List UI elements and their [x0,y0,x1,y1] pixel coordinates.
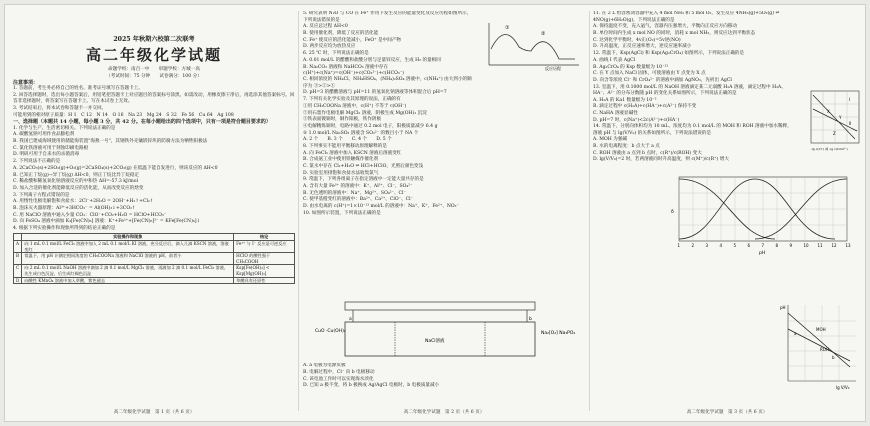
x-tick-label: 5 [733,243,737,248]
question-line: B. Na₂CO₃ 溶液和 NaHCO₃ 溶液中存在 c(H⁺)+c(Na⁺)=c(OH⁻)+c(CO₃²⁻)+c(HCO₃⁻) [303,64,404,76]
question-line: 10. 如图所示装置，下列说法正确的是 [303,210,381,216]
question-line: B. 合成氨工业中使用铁触媒作催化剂 [303,157,379,163]
cell-right-label: Na₂[O₂] Na₃PO₄ [541,331,576,336]
series-label-roh: ROH [820,347,829,352]
question-line: 5. 研究表明 N₂O 与 CO 在 Fe⁺ 作用下发生反应的能量变化及反应历程如图所示，下列说法错误的是 [303,11,472,23]
question-line: B. 滴定过程中 c(H₂A)+c(HA⁻)+c(A²⁻) 保持不变 [593,104,697,110]
questions-col2 [303,11,473,217]
footer-page-1: 高二年级化学试题 第 1 页（共 6 页） [113,410,195,415]
x-tick-label: 3 [705,243,709,248]
question-line: 1. 化学与生产、生活密切相关。下列说法正确的是 [13,125,116,131]
question-line: C. 用 NaClO 溶液中通入少量 CO₂：ClO⁻+CO₂+H₂O = HClO+HCO₃⁻ [13,212,167,218]
q10-options [303,363,585,403]
x-tick-label: 6 [747,243,751,248]
series-label-moh: MOH [816,327,826,332]
table-cell: 向酸性 KMnO₄ 溶液中加入草酸，紫色褪去 [22,277,234,284]
x-tick-label: 2 [691,243,695,248]
chart13-xlabel: pH [759,251,766,255]
table-cell: D [14,277,22,284]
page-1 [13,11,295,403]
question-line: 2. 回答选择题时，选出每小题答案后，用铅笔把答题卡上对应题目的答案标号涂黑。如需改动，用橡皮擦干净后，再选涂其他答案标号。回答非选择题时，将答案写在答题卡上。写在本试卷上无效。 [13,93,295,105]
question-line: A. 含有大量 Fe³⁺ 的溶液中：K⁺、Al³⁺、Cl⁻、SO₄²⁻ [303,184,413,190]
question-line: ③铁表面镀铜时，铜作阳极，铁作阴极 [303,117,382,123]
exam-meta: 命题学校：南召一中 审题学校：方城一高 [108,67,200,73]
point-x: X [827,109,830,114]
questions-col3 [593,11,793,163]
question-line: 13. 室温下，用 0.1000 mol/L 的 NaOH 溶液滴定某二元弱酸 H₂A 溶液，滴定过程中 H₂A、HA⁻、A²⁻ 的分布分数随 pH 的变化关系如图所示，下列说法正确的是 [593,84,786,96]
exam-time: （考试时间：75 分钟 试卷满分：100 分） [106,73,202,79]
table-cell: HClO 的酸性强于 CH₃COOH [234,253,295,265]
question-line: D. 两步反应均为放热反应 [303,44,356,50]
chart14-ylabel: pH [780,305,786,310]
question-line: A. 保持温度不变，充入氩气，容器内压强增大，平衡向正反应方向移动 [593,24,738,30]
question-line: A. 2CaCO₃(s)+2SO₂(g)+O₂(g)=2CaSO₄(s)+2CO₂(g) 在低温下能自发进行，则该反应的 ΔH<0 [13,165,218,171]
question-line: D. 加入合适的催化剂能降低反应的活化能，从而改变反应的焓变 [13,185,144,191]
table-cell: Fe³⁺ 与 I⁻ 反应是可逆反应 [234,240,295,252]
x-tick-label: 4 [719,243,723,248]
question-line: D. 明矾可用于自来水的杀菌消毒 [13,152,80,158]
question-line: ④电解精炼铜时，电路中通过 0.2 mol 电子，阳极质量减少 6.4 g [303,123,438,129]
diagram-xlabel: 反应历程 [545,66,561,71]
question-line: A. a 电极为电源负极 [303,363,346,369]
table-row [14,277,295,284]
question-line: A. MOH 为强碱 [593,137,627,143]
curve-label-2: II [849,121,852,126]
point-a: a [794,331,797,336]
footer-page-2: 高二年级化学试题 第 2 页（共 6 页） [403,410,485,415]
question-line: C. 氯化铁溶液可用于刻蚀印刷电路板 [13,145,89,151]
question-line: D. 已知 a 极不变，将 b 极换成 Ag/AgCl 电极时，b 电极质量减小 [303,383,440,389]
question-line: D. pH=7 时，c(Na⁺)<2c(A²⁻)+c(HA⁻) [593,117,680,123]
question-line: 3. 考试结束后，将本试卷和答题卡一并交回。 [13,106,107,112]
questions-col1 [13,126,295,233]
question-line: A. 曲线 I 代表 AgCl [593,57,636,63]
question-line: 1. 答题前，考生务必将自己的姓名、准考证号填写在答题卡上。 [13,86,143,92]
table-cell: 向 1 mL 0.1 mol/L FeCl₃ 溶液中加入 2 mL 0.1 mol/L KI 溶液，充分反应后，滴入几滴 KSCN 溶液，溶液变红 [22,240,234,252]
electrode-b: b [529,317,532,322]
x-tick-label: 11 [817,243,823,248]
diagram-label-2: ② [541,31,546,37]
question-line: C. 氯水中存在 Cl₂+H₂O ⇌ HCl+HClO，光照后颜色变浅 [303,164,424,170]
table-cell: Ksp[Fe(OH)₃] < Ksp[Mg(OH)₂] [234,265,295,277]
question-line: D. 由水电离的 c(H⁺)=1×10⁻¹³ mol/L 的溶液中：Na⁺、K⁺、Fe²⁺、NO₃⁻ [303,204,459,210]
question-line: D. pH=3 的醋酸溶液与 pH=11 的氢氧化钠溶液等体积混合后 pH=7 [303,90,447,96]
x-tick-label: 1 [677,243,681,248]
column-divider [298,11,299,411]
table-row [14,265,295,277]
table-header-cell: 结论 [234,234,295,241]
table-cell: A [14,240,22,252]
x-tick-label: 9 [789,243,793,248]
question-line: 9. 常温下，下列各组离子在指定溶液中一定能大量共存的是 [303,177,424,183]
ksp-chart [805,89,863,151]
footer-page-3: 高二年级化学试题 第 3 页（共 6 页） [686,410,768,415]
notes-heading: 注意事项： [13,79,39,86]
table-cell: 草酸具有还原性 [234,277,295,284]
electrolysis-cell-diagram [305,300,585,360]
table-header-cell [14,234,22,241]
question-line: D. 升高温度，正反应速率增大，逆反应速率减小 [593,44,692,50]
column-divider [589,11,590,411]
exam-header: 2025 年秋期六校第二次联考 [113,36,195,43]
electrode-a: a [349,317,352,322]
question-line: 可能用到的相对原子质量：H 1 C 12 N 14 O 16 Na 23 Mg 24 S 32 Fe 56 Cu 64 Ag 108 [13,112,234,118]
section-heading: 一、选择题（本题共 14 小题，每小题 3 分，共 42 分。在每小题给出的四个选项中，只有一项是符合题目要求的） [13,119,271,126]
x-tick-label: 12 [831,243,837,248]
point-y: Y [839,115,842,120]
chart14-xlabel: lg V/V₀ [836,385,850,390]
table-cell: 向 2 mL 0.1 mol/L NaOH 溶液中滴加 2 滴 0.1 mol/L MgCl₂ 溶液，再滴加 2 滴 0.1 mol/L FeCl₃ 溶液，先生成白色沉淀，后生成红褐色沉淀 [22,265,234,277]
table-row [14,253,295,265]
question-line: ①用 CH₃COONa 溶液中，c(H⁺) 不等于 c(OH⁻) [303,103,407,109]
question-line: B. 已知正丁烷(g)→异丁烷(g) ΔH<0，则正丁烷比异丁烷稳定 [13,172,140,178]
point-b: b [832,355,835,360]
cell-left-label: CuO ·Cu(OH)₂ [315,329,346,334]
question-line: B. 水的电离程度：b 点大于 a 点 [593,143,660,149]
question-line: 7. 下列有关化学实验及其原理的说法，正确的有 [303,97,401,103]
question-line: C. Fe⁺ 使反应的活化能减小，FeO⁺ 是中间产物 [303,37,402,43]
x-tick-label: 10 [803,243,809,248]
x-tick-label: 13 [845,243,851,248]
dilution-chart [780,301,860,391]
table-q4 [13,233,295,284]
table-row [14,240,295,252]
question-line: ⑤ 1.0 mol/L Na₂SO₃ 溶液含 SO₃²⁻ 的数目小于 NA 个 [303,130,419,136]
question-line: 11. 在 2 L 恒容密闭容器中充入 4 mol NH₃ 和 5 mol O₂，发生反应 4NH₃(g)+5O₂(g) ⇌ 4NO(g)+6H₂O(g)，下列说法正确的是 [593,11,780,23]
question-line: C. 相同浓度的 NH₄Cl、NH₄HSO₄、(NH₄)₂SO₄ 溶液中，c(NH₄⁺) 由大到小的顺序为 ③>②>① [303,77,472,89]
page-title: 高二年级化学试题 [85,46,222,65]
question-line: A. 2 个 B. 3 个 C. 4 个 D. 5 个 [303,137,392,143]
exam-sheet [4,4,866,422]
question-line: D. 向含等浓度 Cl⁻ 和 CrO₄²⁻ 的溶液中滴加 AgNO₃，先析出 AgCl [593,77,732,83]
question-line: B. Ag₂CrO₄ 的 Ksp 数量级为 10⁻¹² [593,64,669,70]
x-tick-label: 8 [775,243,779,248]
question-line: C. ROH 溶液由 a 点到 b 点时，c(R⁺)/c(ROH) 变大 [593,150,702,156]
question-line: B. 无色透明的溶液中：Na⁺、Mg²⁺、SO₄²⁻、Cl⁻ [303,190,406,196]
question-line: 14. 常温下，分别向体积均为 10 mL、浓度均为 0.1 mol/L 的 MOH 和 ROH 溶液中加水稀释，溶液 pH 与 lg(V/V₀) 的关系如图所示，下列说法错误的是 [593,124,792,136]
table-cell: C [14,265,22,277]
question-line: B. 我国已建成海域使用的储能海装置"海燕一号"，其钢铁外壳镶嵌锌块的防腐方法为牺牲阳极法 [13,139,208,145]
question-line: D. 实验室用排饱和食盐水法收集氯气 [303,170,379,176]
question-line: A. H₂A 的 Ka1 数量级为 10⁻² [593,97,657,103]
question-line: C. 该电池工作时可以实现海水淡化 [303,376,374,382]
question-line: 2. 下列说法不正确的是 [13,159,61,165]
table-cell: 常温下，用 pH 计测定相同浓度的 CH₃COONa 溶液和 NaClO 溶液的 pH，前者小 [22,253,234,265]
question-line: A. 碳酸氢钠可用作食品膨松剂 [13,132,75,138]
table-header-cell: 实验操作和现象 [22,234,234,241]
question-line: 12. 常温下，Ksp(AgCl) 和 Ksp(Ag₂CrO₄) 如图所示，下列说法正确的是 [593,51,745,57]
cell-mid-label: NaCl溶液 [425,339,445,344]
question-line: ②用石墨作电极电解 MgCl₂ 溶液，阴极生成 Mg(OH)₂ 沉淀 [303,110,427,116]
question-line: A. 反应总过程 ΔH<0 [303,24,348,30]
question-line: D. 向 FeSO₄ 溶液中滴加 K₃[Fe(CN)₆] 溶液：K⁺+Fe²⁺+[Fe(CN)₆]³⁻ = KFe[Fe(CN)₆]↓ [13,219,201,225]
question-line: A. 用惰性电极电解饱和食盐水：2Cl⁻+2H₂O = 2OH⁻+H₂↑+Cl₂↑ [13,199,154,205]
question-line: C. 达到化学平衡时，4v正(O₂)=5v逆(NO) [593,37,681,43]
question-line: A. 0.01 mol/L 的醋酸和盐酸分别与足量锌反应，生成 H₂ 的量相同 [303,57,441,63]
question-line: D. lg(V/V₀)=2 时，若两溶液同时升高温度，则 c(M⁺)/c(R⁺) 增大 [593,157,729,163]
question-line: 3. 下列离子方程式错误的是 [13,192,70,198]
point-z: Z [833,131,836,136]
question-line: 6. 25 ℃ 时，下列说法正确的是 [303,51,369,57]
question-line: 8. 下列事实不能用平衡移动原理解释的是 [303,143,387,149]
diagram-label-1: ① [505,25,510,31]
question-line: B. 使用催化剂，降低了反应的活化能 [303,31,379,37]
table-cell: B [14,253,22,265]
x-tick-label: 7 [761,243,765,248]
chart13-ylabel: δ [671,210,674,215]
notes-list [13,86,295,119]
energy-diagram [483,19,583,71]
question-line: C. 在 Y 点加入 NaCl 固体，可使溶液由 Y 点变为 X 点 [593,71,706,77]
curve-label-1: I [849,97,851,102]
question-line: B. 单位时间内生成 x mol NO 的同时，消耗 x mol NH₃，则反应达到平衡状态 [593,31,756,37]
question-line: A. 向 FeCl₃ 溶液中加入 KSCN 溶液后溶液变红 [303,150,402,156]
question-line: C. 使甲基橙变红的溶液中：Ba²⁺、Ca²⁺、ClO⁻、Cl⁻ [303,197,414,203]
distribution-chart [665,173,855,255]
ksp-xlabel: -lg c(Cl⁻) 或 -lg c(CrO₄²⁻) [811,147,848,151]
question-line: 4. 根据下列实验操作和现象所得到的结论正确的是 [13,226,116,232]
question-line: B. 电解过程中，Cl⁻ 向 b 电极移动 [303,370,375,376]
question-line: B. 泡沫灭火器原理：Al³⁺+3HCO₃⁻ = Al(OH)₃↓+3CO₂↑ [13,205,136,211]
question-line: C. 稀盐酸和稀氢氧化钠溶液反应的中和热 ΔH=-57.3 kJ/mol [13,179,139,185]
question-line: C. NaHA 溶液显碱性 [593,110,638,116]
